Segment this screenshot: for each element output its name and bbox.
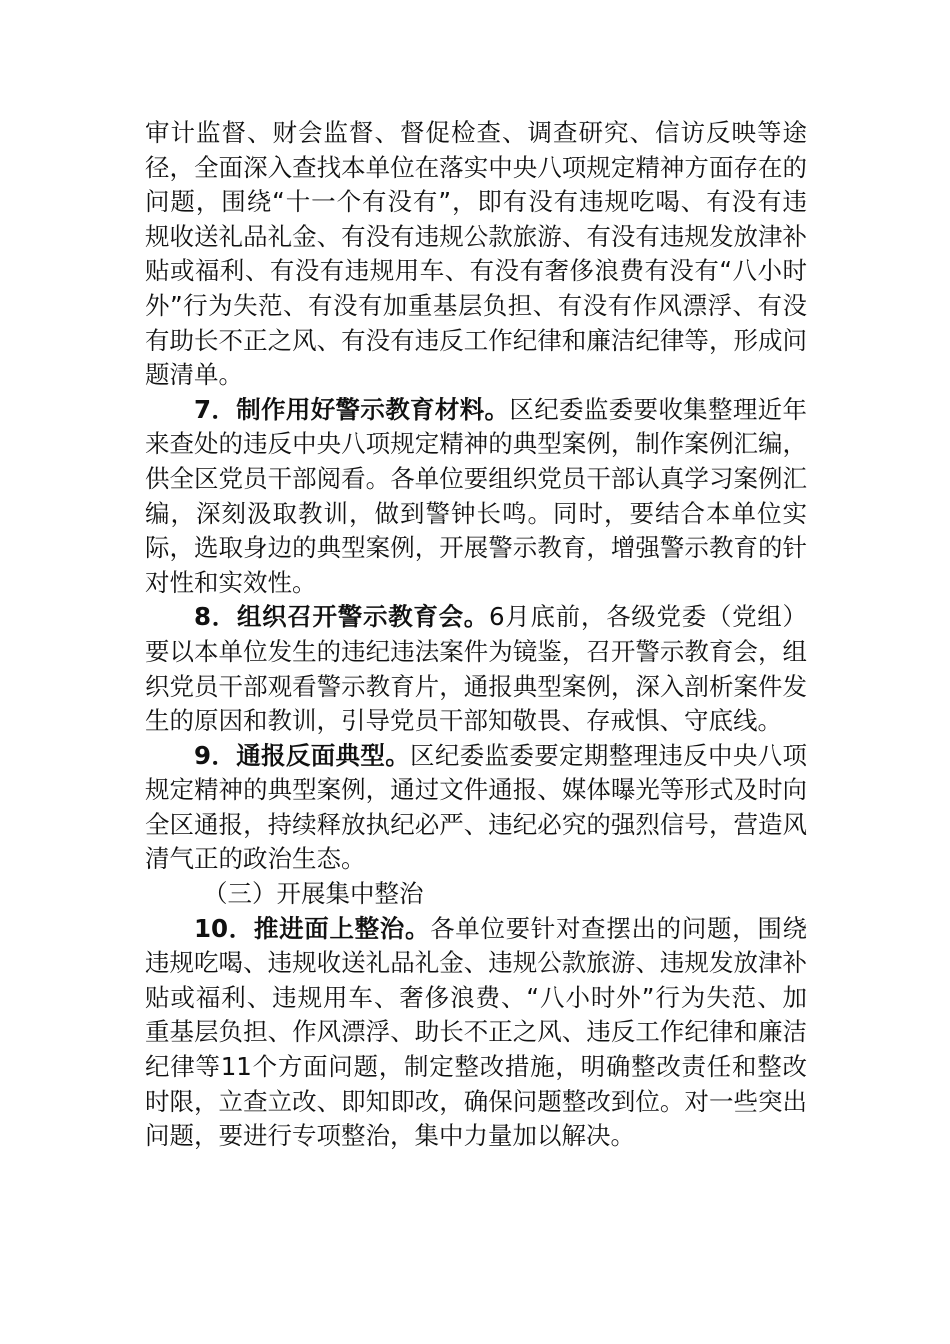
document-page (145, 116, 807, 1154)
paragraph-item-10 (145, 912, 807, 1154)
paragraph-body: 区纪委监委要收集整理近年来查处的违反中央八项规定精神的典型案例，制作案例汇编，供全区党员干部阅看。各单位要组织党员干部认真学习案例汇编，深刻汲取教训，做到警钟长鸣。同时，要结合本单位实际，选取身边的典型案例，开展警示教育，增强警示教育的针对性和实效性。 (145, 394, 808, 597)
paragraph-body: 审计监督、财会监督、督促检查、调查研究、信访反映等途径，全面深入查找本单位在落实中央八项规定精神方面存在的问题，围绕“十一个有没有”，即有没有违规吃喝、有没有违规收送礼品礼金、有没有违规公款旅游、有没有违规发放津补贴或福利、有没有违规用车、有没有奢侈浪费有没有“八小时外”行为失范、有没有加重基层负担、有没有作风漂浮、有没有助长不正之风、有没有违反工作纪律和廉洁纪律等，形成问题清单。 (145, 118, 807, 390)
paragraph-heading: 10．推进面上整治。 (194, 913, 431, 943)
paragraph-item-7 (145, 393, 807, 601)
paragraph-heading: 8．组织召开警示教育会。 (194, 602, 489, 632)
paragraph-body: 各单位要针对查摆出的问题，围绕违规吃喝、违规收送礼品礼金、违规公款旅游、违规发放津补贴或福利、违规用车、奢侈浪费、“八小时外”行为失范、加重基层负担、作风漂浮、助长不正之风、违反工作纪律和廉洁纪律等11个方面问题，制定整改措施，明确整改责任和整改时限，立查立改、即知即改，确保问题整改到位。对一些突出问题，要进行专项整治，集中力量加以解决。 (145, 913, 808, 1151)
subheading-text: （三）开展集中整治 (203, 879, 424, 909)
paragraph-continuation (145, 116, 807, 393)
paragraph-item-8 (145, 600, 807, 738)
paragraph-body: 6月底前，各级党委（党组）要以本单位发生的违纪违法案件为镜鉴，召开警示教育会，组织党员干部观看警示教育片，通报典型案例，深入剖析案件发生的原因和教训，引导党员干部知敬畏、存戒惧、守底线。 (145, 602, 808, 736)
section-subheading (145, 877, 807, 912)
paragraph-heading: 7．制作用好警示教育材料。 (194, 394, 510, 424)
paragraph-heading: 9．通报反面典型。 (194, 740, 411, 770)
paragraph-item-9 (145, 739, 807, 877)
paragraph-body: 区纪委监委要定期整理违反中央八项规定精神的典型案例，通过文件通报、媒体曝光等形式及时向全区通报，持续释放执纪必严、违纪必究的强烈信号，营造风清气正的政治生态。 (145, 740, 808, 874)
